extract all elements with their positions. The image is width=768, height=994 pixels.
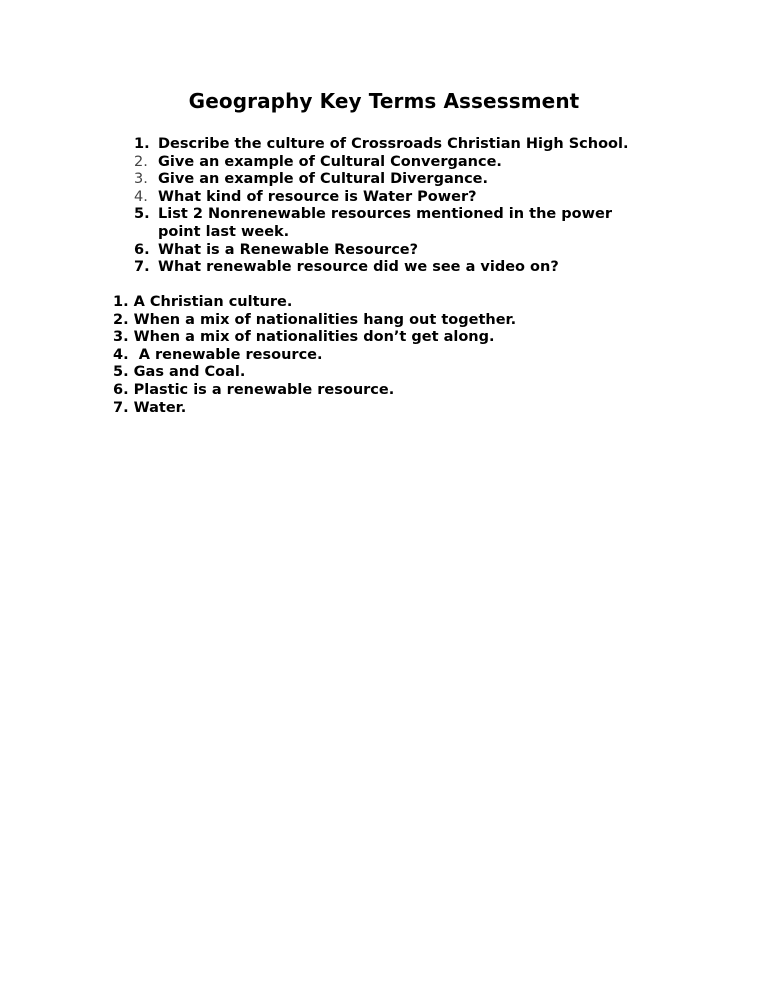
- answer-item: 2. When a mix of nationalities hang out together.: [113, 311, 517, 328]
- question-text: What renewable resource did we see a video on?: [158, 259, 559, 276]
- answer-list: [113, 294, 673, 417]
- document-title: Geography Key Terms Assessment: [188, 89, 580, 113]
- question-list: [134, 136, 654, 277]
- question-number: 7.: [134, 259, 150, 276]
- answer-item: 7. Water.: [113, 399, 187, 416]
- question-text: Give an example of Cultural Divergance.: [158, 171, 489, 188]
- question-number: 3.: [134, 171, 148, 188]
- question-text: List 2 Nonrenewable resources mentioned in the power point last week.: [158, 206, 613, 240]
- question-number: 6.: [134, 241, 150, 258]
- answer-item: 1. A Christian culture.: [113, 294, 293, 310]
- question-number: 1.: [134, 136, 150, 152]
- question-item: [134, 189, 654, 207]
- question-item: [134, 206, 654, 241]
- question-item: [134, 242, 654, 260]
- answer-item: 3. When a mix of nationalities don’t get along.: [113, 329, 495, 346]
- question-text: Give an example of Cultural Convergance.: [158, 153, 502, 170]
- answer-item: 5. Gas and Coal.: [113, 364, 246, 381]
- answer-item: 4. A renewable resource.: [113, 346, 323, 363]
- question-number: 4.: [134, 188, 148, 205]
- question-item: [134, 259, 654, 277]
- question-number: 2.: [134, 153, 148, 170]
- question-text: What kind of resource is Water Power?: [158, 188, 477, 205]
- question-text: What is a Renewable Resource?: [158, 241, 419, 258]
- question-item: [134, 136, 654, 154]
- question-text: Describe the culture of Crossroads Christian High School.: [158, 136, 629, 152]
- question-number: 5.: [134, 206, 150, 223]
- question-item: [134, 171, 654, 189]
- question-item: [134, 154, 654, 172]
- answer-item: 6. Plastic is a renewable resource.: [113, 381, 395, 398]
